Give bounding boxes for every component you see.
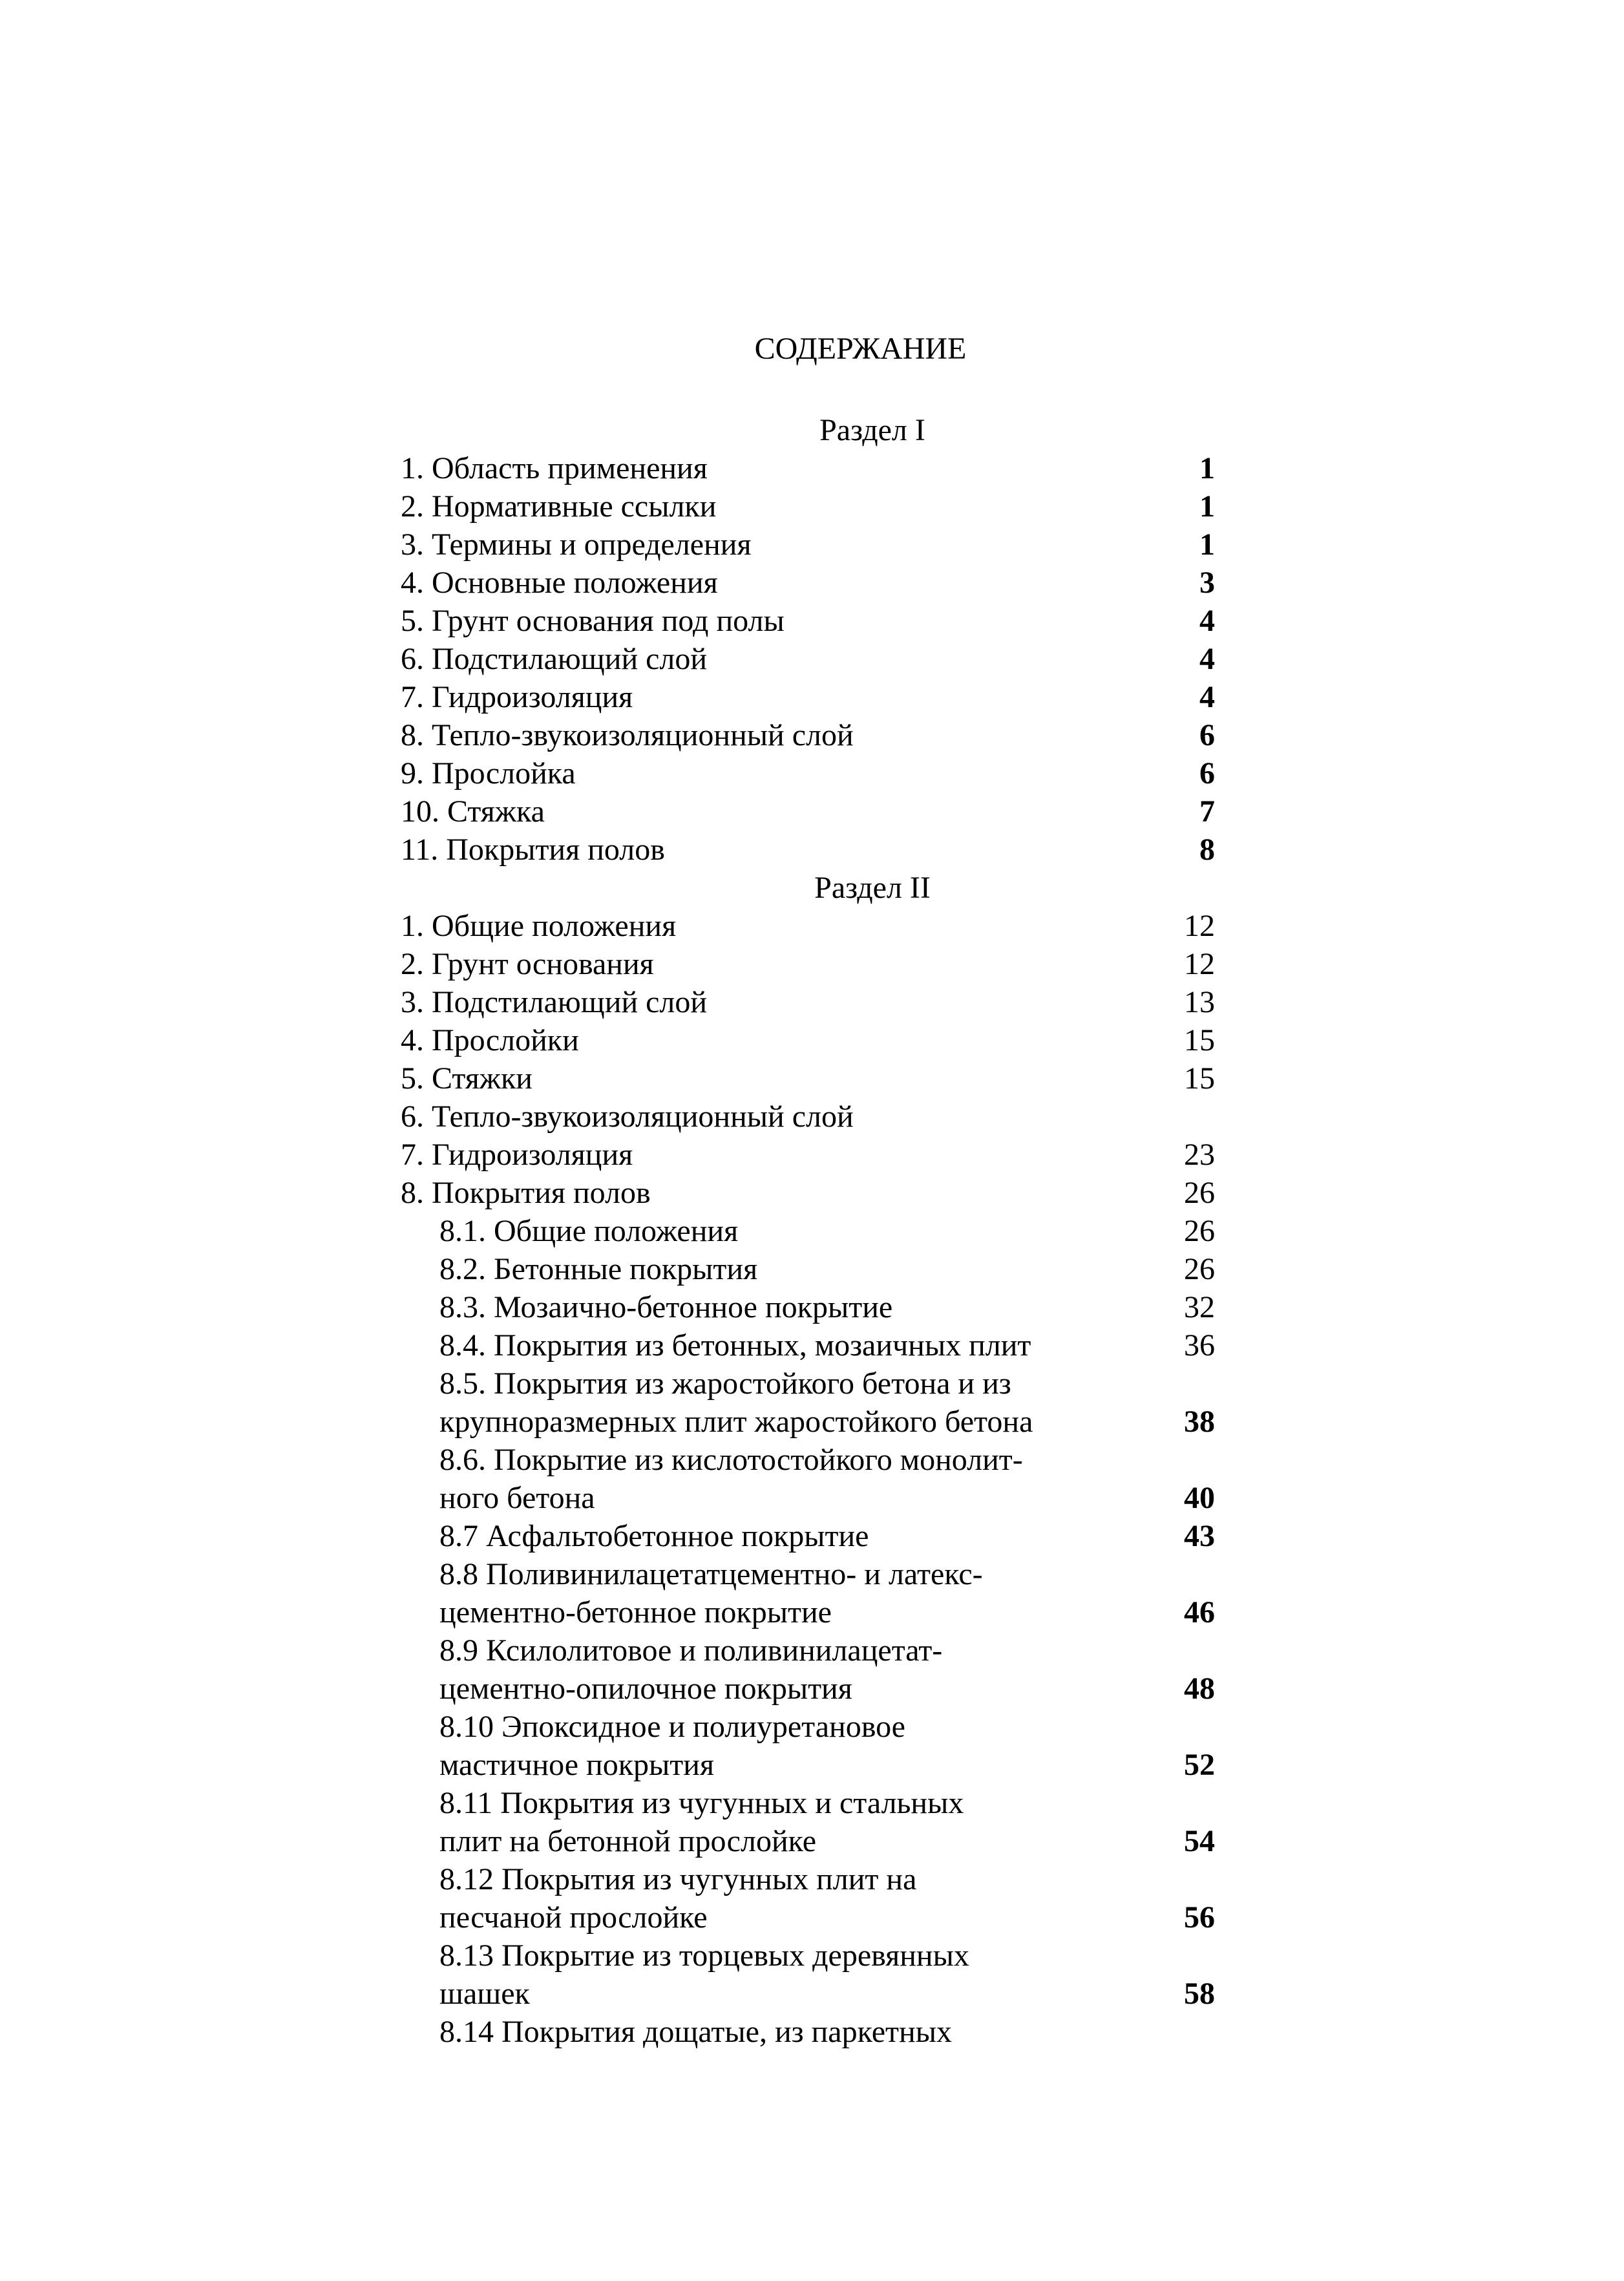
entry-label: 7. Гидроизоляция — [401, 1138, 633, 1172]
entry-page: 13 — [1184, 985, 1215, 1019]
subentry-page: 54 — [1184, 1824, 1215, 1858]
entry-page: 12 — [1184, 947, 1215, 981]
subentry-label: 8.13 Покрытие из торцевых деревянных — [439, 1938, 969, 1973]
toc-subentry — [401, 1326, 1215, 1364]
subentry-label: 8.12 Покрытия из чугунных плит на — [439, 1862, 917, 1896]
entry-label: 8. Покрытия полов — [401, 1176, 651, 1210]
subentry-label: 8.3. Мозаично-бетонное покрытие — [439, 1290, 893, 1324]
entry-page: 3 — [1199, 566, 1215, 600]
toc-entry — [401, 907, 1215, 945]
subentry-page: 46 — [1184, 1595, 1215, 1629]
toc-subentry — [401, 1517, 1215, 1555]
toc-subentry — [401, 1631, 1215, 1670]
toc-entry — [401, 1136, 1215, 1174]
toc-entry — [401, 945, 1215, 983]
entry-label: 1. Общие положения — [401, 909, 677, 943]
subentry-label: 8.6. Покрытие из кислотостойкого монолит- — [439, 1443, 1023, 1477]
entry-label: 2. Нормативные ссылки — [401, 489, 717, 524]
subentry-page: 36 — [1184, 1328, 1215, 1363]
subentry-page: 38 — [1184, 1405, 1215, 1439]
entry-label: 1. Область применения — [401, 451, 708, 485]
entry-label: 9. Прослойка — [401, 756, 576, 790]
subentry-label: 8.1. Общие положения — [439, 1214, 739, 1248]
entry-label: 5. Стяжки — [401, 1061, 533, 1096]
subentry-label: 8.7 Асфальтобетонное покрытие — [439, 1519, 869, 1553]
toc-subentry-continuation — [401, 1670, 1215, 1708]
subentry-label-continued: плит на бетонной прослойке — [439, 1824, 817, 1858]
toc-entry — [401, 487, 1215, 525]
subentry-label: 8.4. Покрытия из бетонных, мозаичных плит — [439, 1328, 1031, 1363]
entry-page: 6 — [1199, 718, 1215, 752]
subentry-label: 8.11 Покрытия из чугунных и стальных — [439, 1786, 964, 1820]
subentry-label: 8.9 Ксилолитовое и поливинилацетат- — [439, 1633, 943, 1668]
entry-page: 1 — [1199, 451, 1215, 485]
entry-label: 4. Прослойки — [401, 1023, 579, 1057]
toc-subentry — [401, 1364, 1215, 1403]
subentry-page: 26 — [1184, 1214, 1215, 1248]
entry-label: 3. Термины и определения — [401, 527, 752, 562]
entry-label: 7. Гидроизоляция — [401, 680, 633, 714]
subentry-label-continued: крупноразмерных плит жаростойкого бетона — [439, 1405, 1033, 1439]
toc-entry — [401, 640, 1215, 678]
entry-label: 4. Основные положения — [401, 566, 718, 600]
entry-page: 1 — [1199, 489, 1215, 524]
subentry-page: 26 — [1184, 1252, 1215, 1286]
toc-subentry — [401, 1441, 1215, 1479]
subentry-label-continued: цементно-опилочное покрытия — [439, 1671, 852, 1706]
toc-subentry — [401, 2013, 1215, 2051]
entry-page: 15 — [1184, 1061, 1215, 1096]
subentry-page: 58 — [1184, 1977, 1215, 2011]
entry-page: 15 — [1184, 1023, 1215, 1057]
subentry-page: 32 — [1184, 1290, 1215, 1324]
toc-subentry — [401, 1936, 1215, 1975]
subentry-page: 40 — [1184, 1481, 1215, 1515]
toc-subentry-continuation — [401, 1403, 1215, 1441]
subentry-label: 8.2. Бетонные покрытия — [439, 1252, 758, 1286]
toc-entry — [401, 1174, 1215, 1212]
subentry-label-continued: ного бетона — [439, 1481, 595, 1515]
section-heading-2: Раздел II — [814, 871, 931, 905]
entry-page: 4 — [1199, 680, 1215, 714]
toc-subentry — [401, 1212, 1215, 1250]
subentry-label-continued: мастичное покрытия — [439, 1748, 715, 1782]
toc-entry — [401, 602, 1215, 640]
toc-entry — [401, 525, 1215, 564]
toc-entry — [401, 716, 1215, 754]
table-of-contents — [401, 411, 1215, 2051]
entry-page: 23 — [1184, 1138, 1215, 1172]
subentry-page: 48 — [1184, 1671, 1215, 1706]
entry-label: 11. Покрытия полов — [401, 833, 665, 867]
toc-entry — [401, 1021, 1215, 1059]
entry-label: 2. Грунт основания — [401, 947, 654, 981]
toc-subentry-continuation — [401, 1593, 1215, 1631]
toc-entry — [401, 1098, 1215, 1136]
toc-subentry-continuation — [401, 1898, 1215, 1936]
toc-subentry — [401, 1708, 1215, 1746]
toc-subentry-continuation — [401, 1746, 1215, 1784]
toc-subentry — [401, 1288, 1215, 1326]
toc-subentry — [401, 1250, 1215, 1288]
entry-page: 4 — [1199, 604, 1215, 638]
toc-subentry-continuation — [401, 1822, 1215, 1860]
entry-page: 26 — [1184, 1176, 1215, 1210]
toc-entry — [401, 1059, 1215, 1098]
entry-label: 5. Грунт основания под полы — [401, 604, 785, 638]
toc-subentry — [401, 1860, 1215, 1898]
toc-subentry-continuation — [401, 1479, 1215, 1517]
entry-page: 1 — [1199, 527, 1215, 562]
subentry-label: 8.8 Поливинилацетатцементно- и латекс- — [439, 1557, 983, 1591]
toc-entry — [401, 564, 1215, 602]
subentry-label-continued: шашек — [439, 1977, 530, 2011]
entry-label: 6. Подстилающий слой — [401, 642, 708, 676]
page-title: СОДЕРЖАНИЕ — [754, 332, 967, 366]
entry-label: 3. Подстилающий слой — [401, 985, 708, 1019]
toc-entry — [401, 792, 1215, 831]
entry-label: 10. Стяжка — [401, 794, 545, 829]
entry-label: 8. Тепло-звукоизоляционный слой — [401, 718, 854, 752]
entry-label: 6. Тепло-звукоизоляционный слой — [401, 1099, 854, 1134]
subentry-label-continued: песчаной прослойке — [439, 1900, 708, 1935]
toc-entry — [401, 754, 1215, 792]
subentry-page: 43 — [1184, 1519, 1215, 1553]
subentry-page: 52 — [1184, 1748, 1215, 1782]
subentry-page: 56 — [1184, 1900, 1215, 1935]
entry-page: 8 — [1199, 833, 1215, 867]
section-heading-1: Раздел I — [819, 413, 925, 447]
toc-subentry-continuation — [401, 1975, 1215, 2013]
entry-page: 6 — [1199, 756, 1215, 790]
toc-entry — [401, 678, 1215, 716]
subentry-label-continued: цементно-бетонное покрытие — [439, 1595, 832, 1629]
entry-page: 7 — [1199, 794, 1215, 829]
subentry-label: 8.14 Покрытия дощатые, из паркетных — [439, 2015, 952, 2049]
toc-entry — [401, 983, 1215, 1021]
toc-subentry — [401, 1784, 1215, 1822]
entry-page: 12 — [1184, 909, 1215, 943]
subentry-label: 8.10 Эпоксидное и полиуретановое — [439, 1710, 905, 1744]
toc-entry — [401, 449, 1215, 487]
toc-subentry — [401, 1555, 1215, 1593]
subentry-label: 8.5. Покрытия из жаростойкого бетона и из — [439, 1366, 1011, 1401]
entry-page: 4 — [1199, 642, 1215, 676]
toc-entry — [401, 831, 1215, 869]
